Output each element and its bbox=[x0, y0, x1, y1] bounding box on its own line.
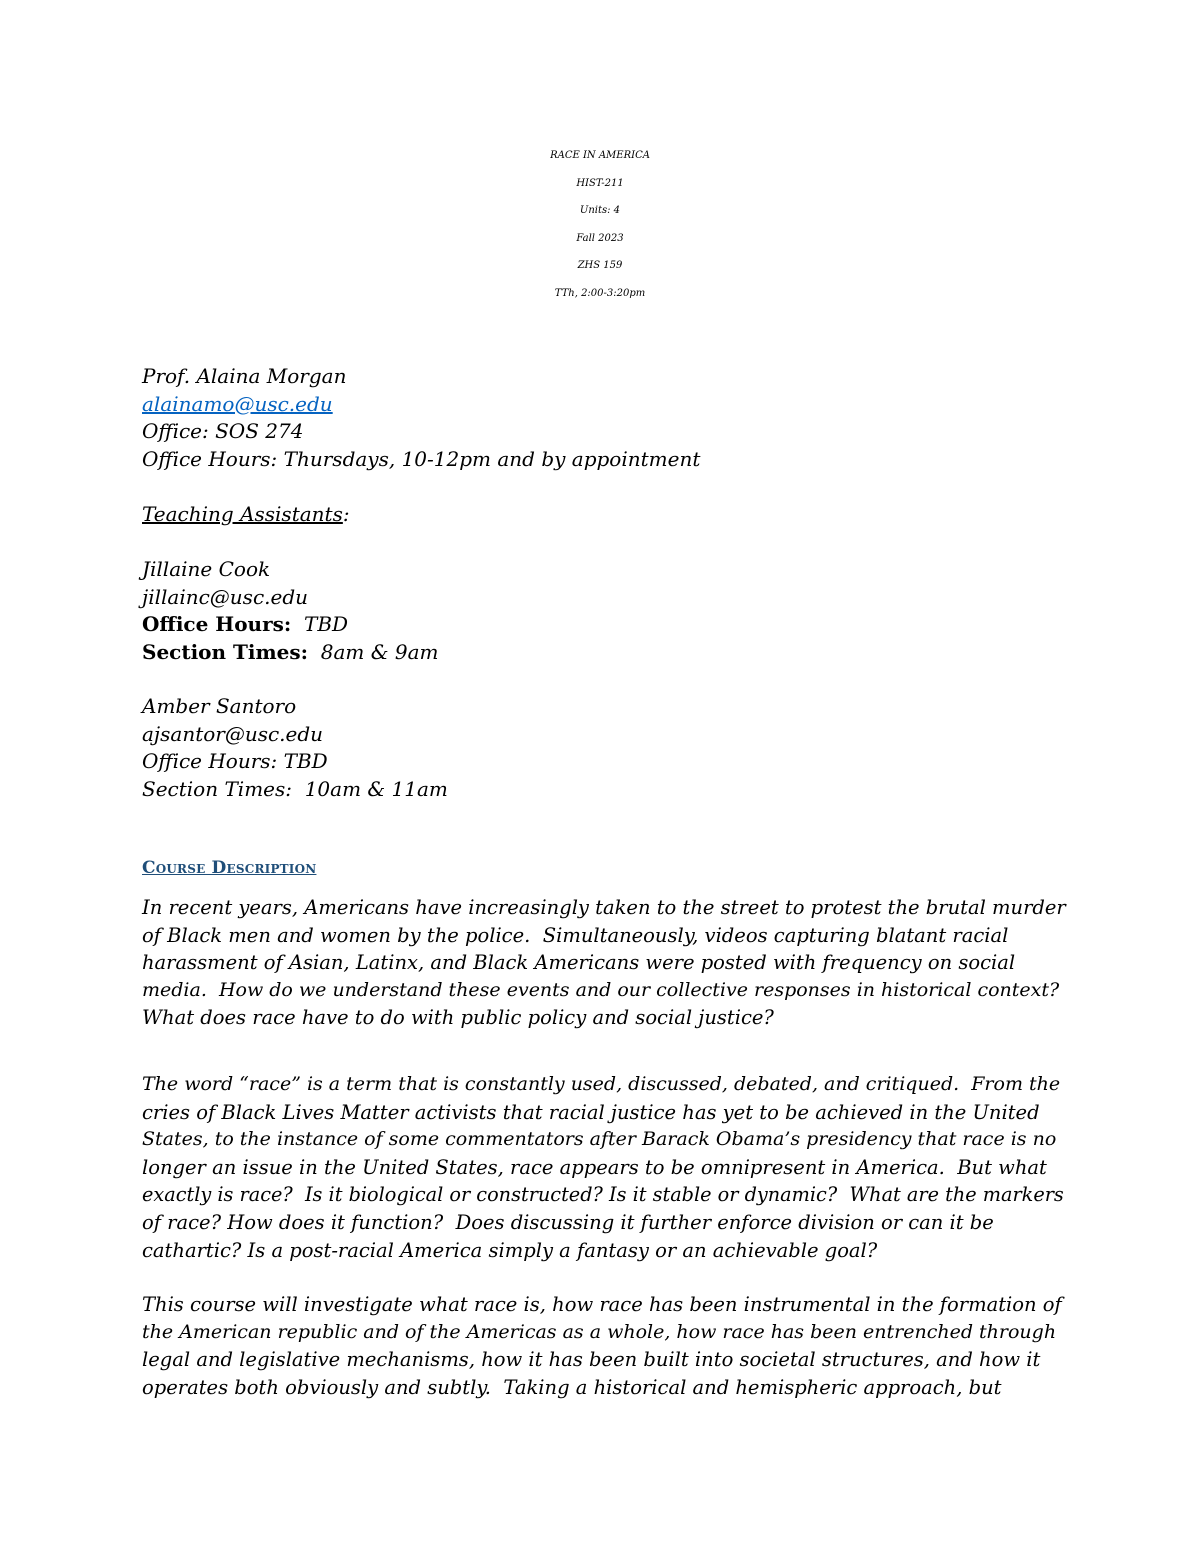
paragraph-line: harassment of Asian, Latinx, and Black Americans were posted with frequency on social bbox=[142, 951, 1016, 975]
course-code: HIST-211 bbox=[576, 177, 624, 189]
paragraph-line: operates both obviously and subtly. Taking a historical and hemispheric approach, but bbox=[142, 1375, 1002, 1399]
course-title: RACE IN AMERICA bbox=[550, 150, 650, 161]
paragraph-line: legal and legislative mechanisms, how it has been built into societal structures, and how it bbox=[142, 1348, 1041, 1372]
professor-office-hours: Office Hours: Thursdays, 10-12pm and by appointment bbox=[142, 446, 701, 471]
ta-1-office-hours bbox=[142, 611, 1067, 639]
course-header bbox=[0, 142, 1200, 308]
ta-heading-text: Teaching Assistants bbox=[142, 502, 343, 526]
description-paragraph-2 bbox=[142, 1071, 1067, 1264]
ta-1-email: jillainc@usc.edu bbox=[142, 584, 309, 609]
ta-section bbox=[142, 501, 1067, 529]
ta-1-office-hours-label: Office Hours: bbox=[142, 612, 292, 637]
course-term: Fall 2023 bbox=[576, 232, 624, 244]
professor-info bbox=[142, 363, 1067, 473]
description-paragraph-3 bbox=[142, 1291, 1067, 1401]
ta-1-name: Jillaine Cook bbox=[142, 557, 271, 581]
paragraph-line: longer an issue in the United States, race appears to be omnipresent in America. But what bbox=[142, 1155, 1047, 1179]
professor-email-link[interactable]: alainamo@usc.edu bbox=[142, 391, 333, 416]
paragraph-line: The word “race” is a term that is constantly used, discussed, debated, and critiqued. From the bbox=[142, 1073, 1061, 1095]
paragraph-line: of race? How does it function? Does discussing it further enforce division or can it be bbox=[142, 1210, 994, 1234]
paragraph-line: of Black men and women by the police. Simultaneously, videos capturing blatant racial bbox=[142, 923, 1009, 947]
professor-name: Prof. Alaina Morgan bbox=[142, 364, 347, 388]
paragraph-line: What does race have to do with public policy and social justice? bbox=[142, 1006, 774, 1030]
course-description-heading: Course Description bbox=[142, 858, 317, 878]
ta-2-email: ajsantor@usc.edu bbox=[142, 721, 324, 746]
paragraph-line: exactly is race? Is it biological or constructed? Is it stable or dynamic? What are the markers bbox=[142, 1183, 1064, 1207]
ta-2-name: Amber Santoro bbox=[142, 694, 297, 718]
ta-1-section-times-value: 8am & 9am bbox=[320, 639, 439, 664]
paragraph-line: This course will investigate what race is, how race has been instrumental in the formation of bbox=[142, 1293, 1062, 1316]
ta-heading-colon: : bbox=[342, 502, 350, 526]
ta-2-section-times: Section Times: 10am & 11am bbox=[142, 776, 448, 801]
paragraph-line: States, to the instance of some commentators after Barack Obama’s presidency that race is no bbox=[142, 1128, 1057, 1151]
ta-1-section-times-label: Section Times: bbox=[142, 639, 309, 664]
description-paragraph-1 bbox=[142, 894, 1067, 1032]
ta-1-info bbox=[142, 556, 1067, 666]
paragraph-line: cries of Black Lives Matter activists that racial justice has yet to be achieved in the United bbox=[142, 1100, 1040, 1124]
course-units: Units: 4 bbox=[579, 205, 621, 217]
paragraph-line: the American republic and of the Americas as a whole, how race has been entrenched through bbox=[142, 1320, 1057, 1343]
course-schedule: TTh, 2:00-3:20pm bbox=[554, 287, 646, 299]
ta-2-office-hours: Office Hours: TBD bbox=[142, 749, 328, 774]
ta-2-info bbox=[142, 693, 1067, 803]
ta-1-section-times bbox=[142, 639, 1067, 667]
course-location: ZHS 159 bbox=[577, 260, 623, 272]
professor-office: Office: SOS 274 bbox=[142, 419, 304, 444]
paragraph-line: cathartic? Is a post-racial America simply a fantasy or an achievable goal? bbox=[142, 1238, 878, 1262]
paragraph-line: In recent years, Americans have increasingly taken to the street to protest the brutal murder bbox=[142, 896, 1066, 919]
ta-1-office-hours-value: TBD bbox=[303, 612, 349, 637]
course-description-heading-block bbox=[142, 855, 1067, 883]
paragraph-line: media. How do we understand these events and our collective responses in historical context? bbox=[142, 978, 1060, 1001]
ta-heading bbox=[142, 501, 1067, 529]
